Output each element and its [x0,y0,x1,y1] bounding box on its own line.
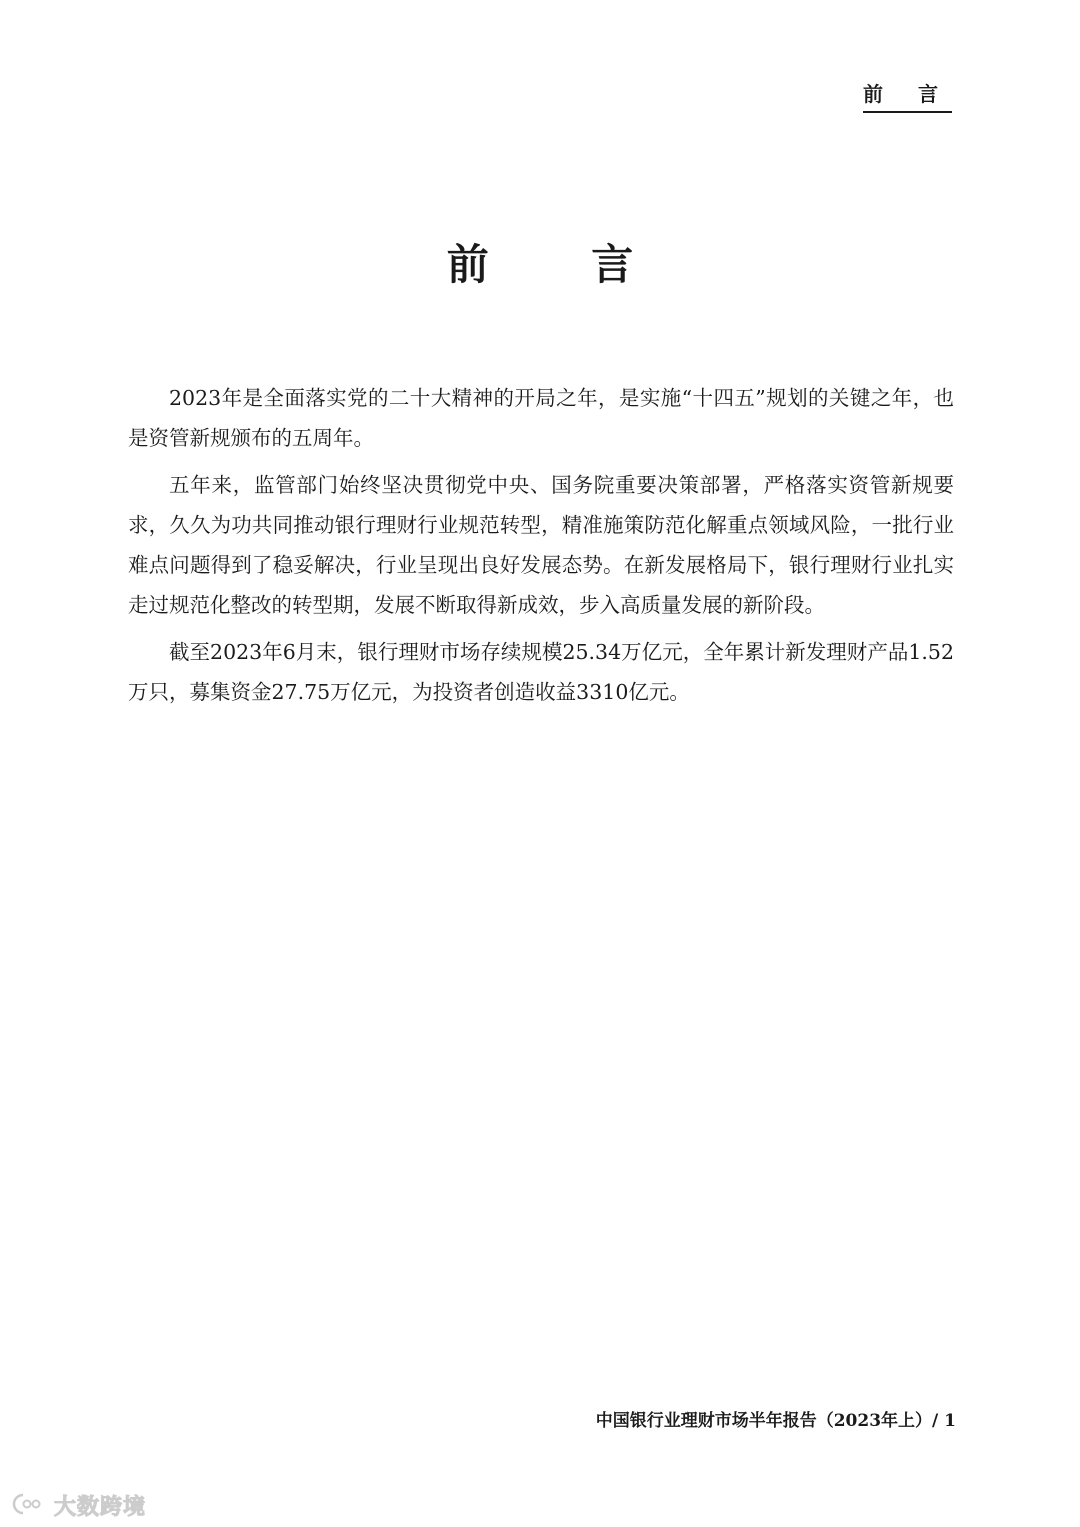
watermark [10,1490,146,1521]
running-footer: 中国银行业理财市场半年报告（2023年上）/ 1 [595,1411,956,1431]
watermark-text: 大数跨境 [54,1495,147,1520]
paragraph-2: 五年来，监管部门始终坚决贯彻党中央、国务院重要决策部署，严格落实资管新规要求，久久为功共同推动银行理财行业规范转型，精准施策防范化解重点领域风险，一批行业难点问题得到了稳妥解决，行业呈现出良好发展态势。在新发展格局下，银行理财行业扎实走过规范化整改的转型期，发展不断取得新成效，步入高质量发展的新阶段。 [128,473,954,617]
paragraph-3: 截至2023年6月末，银行理财市场存续规模25.34万亿元，全年累计新发理财产品1.52万只，募集资金27.75万亿元，为投资者创造收益3310亿元。 [128,640,954,704]
preface-body [128,378,954,719]
running-header: 前 言 [863,78,952,113]
paragraph-1: 2023年是全面落实党的二十大精神的开局之年，是实施“十四五”规划的关键之年，也是资管新规颁布的五周年。 [128,386,954,450]
sound-wave-logo-icon [10,1491,46,1521]
page-title: 前 言 [446,240,678,289]
